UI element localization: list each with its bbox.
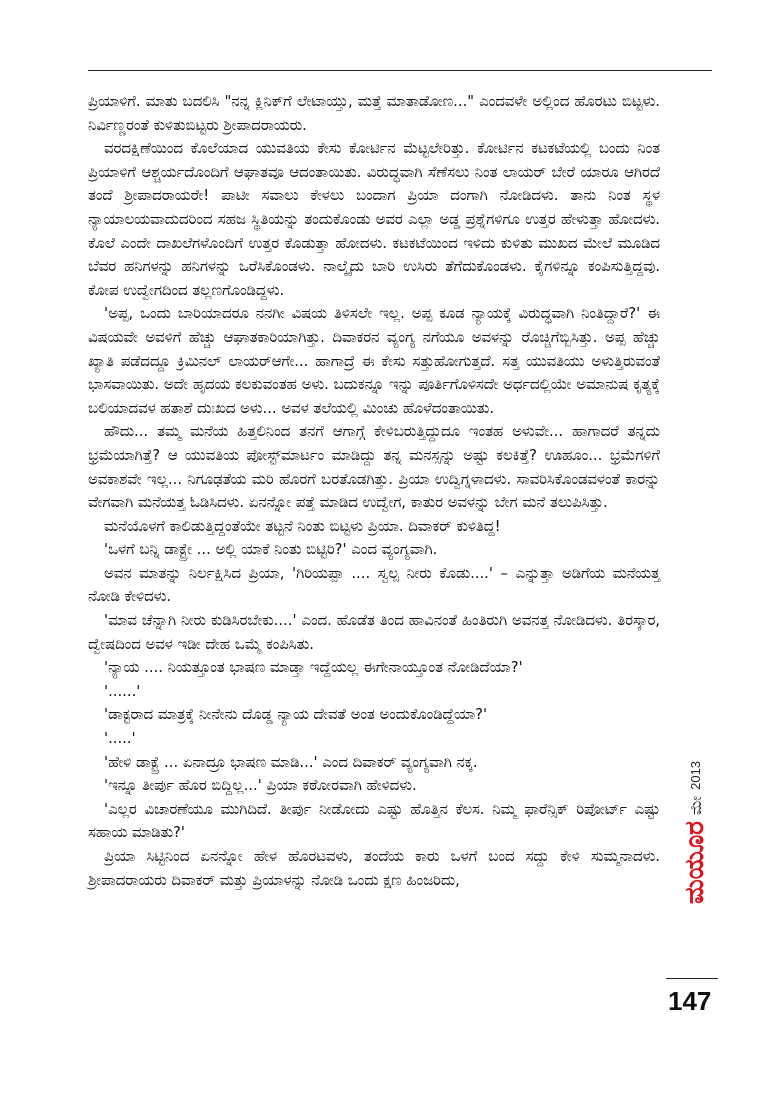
page-number: 147	[668, 986, 712, 1016]
paragraph: ಪ್ರಿಯಾಳಿಗೆ. ಮಾತು ಬದಲಿಸಿ "ನನ್ನ ಕ್ಲಿನಿಕ್‌ಗೆ ಲೇಟಾಯ್ತು, ಮತ್ತೆ ಮಾತಾಡೋಣ..." ಎಂದವಳೇ ಅಲ್ಲಿಂದ ಹೊರಟು ಬಿಟ್ಟಳು. ನಿರ್ವಿಣ್ಣರಂತೆ ಕುಳಿತುಬಿಟ್ಟರು ಶ್ರೀಪಾದರಾಯರು.	[88, 93, 660, 134]
paragraph: 'ನ್ಯಾಯ .... ನಿಯತ್ತೂಂತ ಭಾಷಣ ಮಾಡ್ತಾ ಇದ್ದೆಯಲ್ಲ ಈಗೇನಾಯ್ತೂಂತ ನೋಡಿದೆಯಾ?'	[104, 659, 523, 677]
paragraph: ಅವನ ಮಾತನ್ನು ನಿರ್ಲಕ್ಷಿಸಿದ ಪ್ರಿಯಾ, 'ಗಿರಿಯಪ್ಪಾ .... ಸ್ವಲ್ಪ ನೀರು ಕೊಡು....' – ಎನ್ನುತ್ತಾ ಅಡಿಗೆಯ ಮನೆಯತ್ತ ನೋಡಿ ಕೇಳಿದಳು.	[88, 564, 660, 606]
paragraph: '......'	[104, 682, 141, 700]
issue-month: ಮೇ	[686, 795, 705, 816]
paragraph: 'ಮಾವ ಚೆನ್ನಾಗಿ ನೀರು ಕುಡಿಸಿರಬೇಕು....' ಎಂದ. ಹೊಡೆತ ತಿಂದ ಹಾವಿನಂತೆ ಹಿಂತಿರುಗಿ ಅವನತ್ತ ನೋಡಿದಳು. ತಿರಸ್ಕಾರ, ದ್ವೇಷದಿಂದ ಅವಳ ಇಡೀ ದೇಹ ಒಮ್ಮೆ ಕಂಪಿಸಿತು.	[88, 612, 660, 653]
paragraph: 'ಎಲ್ಲರ ವಿಚಾರಣೆಯೂ ಮುಗಿದಿದೆ. ತೀರ್ಪು ನೀಡೋದು ಎಷ್ಟು ಹೊತ್ತಿನ ಕೆಲಸ. ನಿಮ್ಮ ಫಾರೆನ್ಸಿಕ್ ರಿಪೋರ್ಟ್ ಎಷ್ಟು ಸಹಾಯ ಮಾಡಿತು?'	[88, 800, 660, 842]
paragraph: ಹೌದು... ತಮ್ಮ ಮನೆಯ ಹಿತ್ತಲಿನಿಂದ ತನಗೆ ಆಗಾಗ್ಗೆ ಕೇಳಿಬರುತ್ತಿದ್ದುದೂ ಇಂತಹ ಅಳುವೇ... ಹಾಗಾದರೆ ತನ್ನದು ಭ್ರಮೆಯಾಗಿತ್ತೆ? ಆ ಯುವತಿಯ ಪೋಸ್ಟ್‌ಮಾರ್ಟಂ ಮಾಡಿದ್ದು ತನ್ನ ಮನಸ್ಸನ್ನು ಅಷ್ಟು ಕಲಕಿತ್ತೆ? ಊಹೂಂ... ಭ್ರಮೆಗಳಿಗೆ ಅವಕಾಶವೇ ಇಲ್ಲ... ನಿಗೂಢತೆಯ ಮರಿ ಹೊರಗೆ ಬರತೊಡಗಿತ್ತು. ಪ್ರಿಯಾ ಉದ್ವಿಗ್ನಳಾದಳು. ಸಾವರಿಸಿಕೊಂಡವಳಂತೆ ಕಾರನ್ನು ವೇಗವಾಗಿ ಮನೆಯತ್ತ ಓಡಿಸಿದಳು. ಏನನ್ನೋ ಪತ್ತೆ ಮಾಡಿದ ಉದ್ವೇಗ, ಕಾತುರ ಅವಳನ್ನು ಬೇಗ ಮನೆ ತಲುಪಿಸಿತ್ತು.	[88, 423, 660, 512]
paragraph: 'ಡಾಕ್ಟರಾದ ಮಾತ್ರಕ್ಕೆ ನೀನೇನು ದೊಡ್ಡ ನ್ಯಾಯ ದೇವತೆ ಅಂತ ಅಂದುಕೊಂಡಿದ್ದೆಯಾ?'	[104, 706, 488, 724]
paragraph: 'ಒಳಗೆ ಬನ್ನಿ ಡಾಕ್ಟ್ರೇ ... ಅಲ್ಲಿ ಯಾಕೆ ನಿಂತು ಬಿಟ್ಟಿರಿ?' ಎಂದ ವ್ಯಂಗ್ಯವಾಗಿ.	[104, 541, 438, 559]
magazine-logo: ಮಯೂರ	[680, 821, 710, 904]
issue-year: 2013	[688, 760, 703, 790]
top-rule	[88, 70, 712, 71]
paragraph: ಮನೆಯೊಳಗೆ ಕಾಲಿಡುತ್ತಿದ್ದಂತೆಯೇ ತಟ್ಟನೆ ನಿಂತು ಬಿಟ್ಟಳು ಪ್ರಿಯಾ. ದಿವಾಕರ್ ಕುಳಿತಿದ್ದ!	[104, 517, 501, 535]
page-number-rule	[666, 978, 718, 979]
paragraph: ಪ್ರಿಯಾ ಸಿಟ್ಟಿನಿಂದ ಏನನ್ನೋ ಹೇಳ ಹೊರಟವಳು, ತಂದೆಯ ಕಾರು ಒಳಗೆ ಬಂದ ಸದ್ದು ಕೇಳಿ ಸುಮ್ಮನಾದಳು. ಶ್ರೀಪಾದರಾಯರು ದಿವಾಕರ್ ಮತ್ತು ಪ್ರಿಯಾಳನ್ನು ನೋಡಿ ಒಂದು ಕ್ಷಣ ಹಿಂಜರಿದು,	[88, 848, 660, 889]
paragraph: 'ಇನ್ನೂ ತೀರ್ಪು ಹೊರ ಬಿದ್ದಿಲ್ಲ...' ಪ್ರಿಯಾ ಕಠೋರವಾಗಿ ಹೇಳಿದಳು.	[104, 777, 417, 795]
paragraph: 'ಹೇಳಿ ಡಾಕ್ಟ್ರೆ ... ಏನಾದ್ರೂ ಭಾಷಣ ಮಾಡಿ...' ಎಂದ ದಿವಾಕರ್ ವ್ಯಂಗ್ಯವಾಗಿ ನಕ್ಕ.	[104, 753, 478, 771]
paragraph: '.....'	[104, 730, 136, 748]
paragraph: 'ಅಪ್ಪ, ಒಂದು ಬಾರಿಯಾದರೂ ನನಗೀ ವಿಷಯ ತಿಳಿಸಲೇ ಇಲ್ಲ. ಅಪ್ಪ ಕೂಡ ನ್ಯಾಯಕ್ಕೆ ವಿರುದ್ಧವಾಗಿ ನಿಂತಿದ್ದಾರೆ?' ಈ ವಿಷಯವೇ ಅವಳಿಗೆ ಹೆಚ್ಚು ಆಘಾತಕಾರಿಯಾಗಿತ್ತು. ದಿವಾಕರನ ವ್ಯಂಗ್ಯ ನಗೆಯೂ ಅವಳನ್ನು ರೊಚ್ಚಿಗೆಬ್ಬಿಸಿತ್ತು. ಅಪ್ಪ ಹೆಚ್ಚು ಖ್ಯಾತಿ ಪಡೆದದ್ದೂ ಕ್ರಿಮಿನಲ್ ಲಾಯರ್‌ಆಗೇ... ಹಾಗಾದ್ರೆ ಈ ಕೇಸು ಸತ್ತುಹೋಗುತ್ತದೆ. ಸತ್ತ ಯುವತಿಯು ಅಳುತ್ತಿರುವಂತೆ ಭಾಸವಾಯಿತು. ಅದೇ ಹೃದಯ ಕಲಕುವಂತಹ ಅಳು. ಬದುಕನ್ನೂ ಇನ್ನು ಪೂರ್ತಿಗೊಳಿಸದೇ ಅರ್ಧದಲ್ಲಿಯೇ ಅಮಾನುಷ ಕೃತ್ಯಕ್ಕೆ ಬಲಿಯಾದವಳ ಹತಾಶೆ ದುಃಖದ ಅಳು... ಅವಳ ತಲೆಯಲ್ಲಿ ಮಿಂಚು ಹೊಳೆದಂತಾಯಿತು.	[88, 305, 660, 417]
paragraph: ವರದಕ್ಷಿಣೆಯಿಂದ ಕೊಲೆಯಾದ ಯುವತಿಯ ಕೇಸು ಕೋರ್ಟಿನ ಮೆಟ್ಟಲೇರಿತ್ತು. ಕೋರ್ಟಿನ ಕಟಕಟೆಯಲ್ಲಿ ಬಂದು ನಿಂತ ಪ್ರಿಯಾಳಿಗೆ ಆಶ್ಚರ್ಯದೊಂದಿಗೆ ಆಘಾತವೂ ಆದಂತಾಯಿತು. ವಿರುದ್ಧವಾಗಿ ಸೆಣೆಸಲು ನಿಂತ ಲಾಯರ್ ಬೇರೆ ಯಾರೂ ಆಗಿರದೆ ತಂದೆ ಶ್ರೀಪಾದರಾಯರೇ! ಪಾಟೀ ಸವಾಲು ಕೇಳಲು ಬಂದಾಗ ಪ್ರಿಯಾ ದಂಗಾಗಿ ನೋಡಿದಳು. ತಾನು ನಿಂತ ಸ್ಥಳ ನ್ಯಾಯಾಲಯವಾದುದರಿಂದ ಸಹಜ ಸ್ಥಿತಿಯನ್ನು ತಂದುಕೊಂಡು ಅವರ ಎಲ್ಲಾ ಅಡ್ಡ ಪ್ರಶ್ನೆಗಳಿಗೂ ಉತ್ತರ ಹೇಳುತ್ತಾ ಹೋದಳು. ಕೊಲೆ ಎಂದೇ ದಾಖಲೆಗಳೊಂದಿಗೆ ಉತ್ತರ ಕೊಡುತ್ತಾ ಹೋದಳು. ಕಟಕಟೆಯಿಂದ ಇಳಿದು ಕುಳಿತು ಮುಖದ ಮೇಲೆ ಮೂಡಿದ ಬೆವರ ಹನಿಗಳನ್ನು ಹನಿಗಳನ್ನು ಒರೆಸಿಕೊಂಡಳು. ನಾಲ್ಕೈದು ಬಾರಿ ಉಸಿರು ತೆಗೆದುಕೊಂಡಳು. ಕೈಗಳಿನ್ನೂ ಕಂಪಿಸುತ್ತಿದ್ದವು. ಕೋಪ ಉದ್ವೇಗದಿಂದ ತಲ್ಲಣಗೊಂಡಿದ್ದಳು.	[88, 140, 660, 299]
article-body	[88, 90, 660, 892]
